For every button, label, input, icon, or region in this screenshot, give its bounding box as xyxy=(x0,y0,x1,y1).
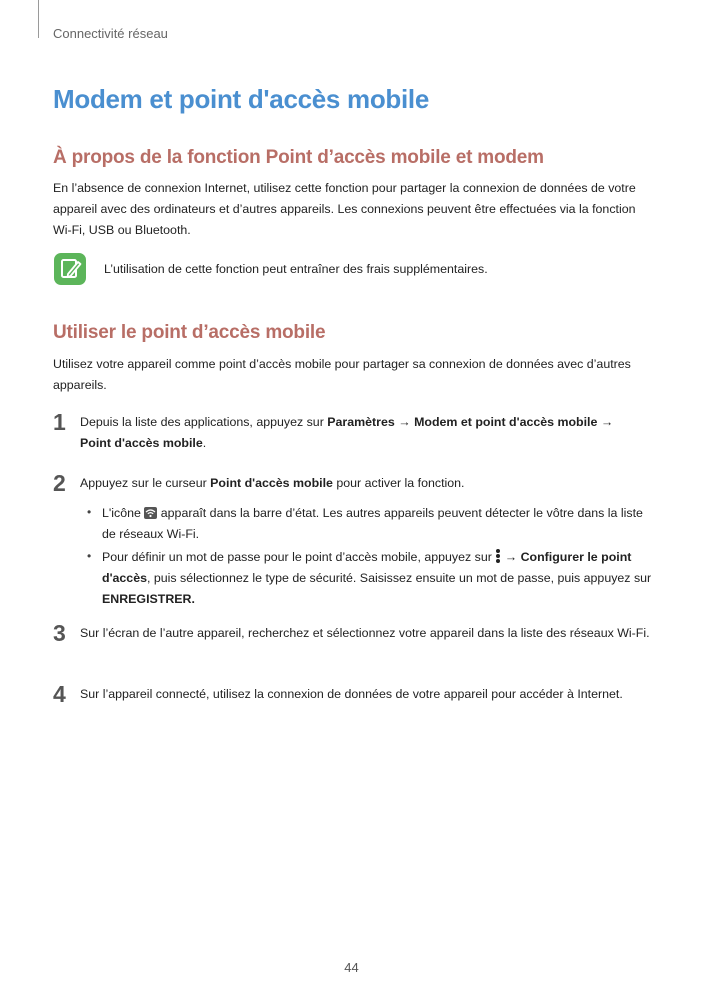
bullet-marker: • xyxy=(87,505,92,519)
step-text xyxy=(80,473,655,494)
step-text-part: Appuyez sur le curseur xyxy=(80,476,211,490)
menu-path-hotspot: Point d'accès mobile xyxy=(80,436,203,450)
arrow-separator: → xyxy=(394,415,415,429)
step-text-part: pour activer la fonction. xyxy=(332,476,465,490)
more-options-icon xyxy=(495,549,501,563)
bullet-text-part: , puis sélectionnez le type de sécurité. Saisissez ensuite un mot de passe, puis appuyez sur xyxy=(146,571,652,585)
section-heading-hotspot: Utiliser le point d’accès mobile xyxy=(53,322,326,343)
bullet-text-part: L'icône xyxy=(102,506,145,520)
arrow-separator: → xyxy=(501,550,521,564)
switch-name: Point d'accès mobile xyxy=(210,476,333,490)
bullet-marker: • xyxy=(87,549,92,563)
header-divider xyxy=(38,0,39,38)
bullet-text xyxy=(102,547,654,610)
step-text xyxy=(80,412,655,454)
menu-path-configure: Configurer le point d'accès xyxy=(102,550,632,585)
step-number: 3 xyxy=(53,620,66,646)
menu-path-tethering: Modem et point d'accès mobile xyxy=(414,415,598,429)
bullet-text-part: Pour définir un mot de passe pour le point d’accès mobile, appuyez sur xyxy=(102,550,496,564)
step-text: Sur l’appareil connecté, utilisez la connexion de données de votre appareil pour accéder à Internet. xyxy=(80,687,623,701)
about-paragraph: En l’absence de connexion Internet, utilisez cette fonction pour partager la connexion de données de votre appareil avec des ordinateurs et d’autres appareils. Les connexions peuvent être effectuées via la fonction Wi-Fi, USB ou Bluetooth. xyxy=(53,181,636,237)
step-text-part: . xyxy=(202,436,207,450)
page-title: Modem et point d'accès mobile xyxy=(53,84,429,114)
menu-path-settings: Paramètres xyxy=(327,415,395,429)
note-pencil-icon xyxy=(54,253,86,285)
hotspot-status-icon xyxy=(144,507,157,519)
step-text-part: Depuis la liste des applications, appuyez sur xyxy=(80,415,328,429)
arrow-separator: → xyxy=(597,415,614,429)
page-number: 44 xyxy=(344,960,359,975)
note-text: L’utilisation de cette fonction peut entraîner des frais supplémentaires. xyxy=(104,262,488,276)
hotspot-intro: Utilisez votre appareil comme point d’accès mobile pour partager sa connexion de données avec d’autres appareils. xyxy=(53,357,631,392)
running-header: Connectivité réseau xyxy=(53,26,168,41)
bullet-text-part: apparaît dans la barre d’état. Les autres appareils peuvent détecter le vôtre dans la liste de réseaux Wi-Fi. xyxy=(102,506,643,541)
step-text: Sur l’écran de l’autre appareil, recherchez et sélectionnez votre appareil dans la liste des réseaux Wi-Fi. xyxy=(80,626,650,640)
save-label: ENREGISTRER. xyxy=(102,592,195,606)
step-number: 2 xyxy=(53,470,66,496)
step-number: 1 xyxy=(53,409,66,435)
step-number: 4 xyxy=(53,681,66,707)
section-heading-about: À propos de la fonction Point d’accès mobile et modem xyxy=(53,147,544,168)
bullet-text xyxy=(102,503,654,545)
